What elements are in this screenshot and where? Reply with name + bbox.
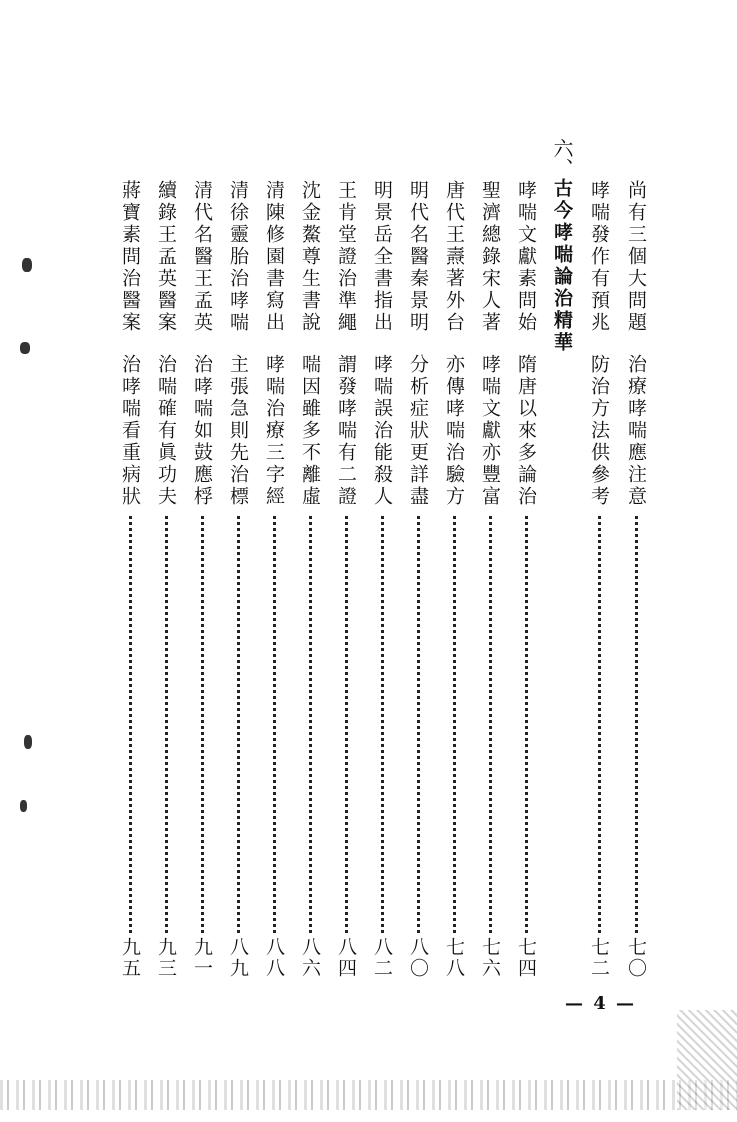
entry-page-number: 七八 <box>443 937 465 979</box>
entry-title-part1: 唐代王燾著外台 <box>443 180 465 334</box>
entry-title-part2: 哮喘文獻亦豐富 <box>479 354 501 508</box>
dot-leader <box>525 516 528 933</box>
entry-page-number: 七四 <box>515 937 537 979</box>
toc-entry <box>587 180 611 985</box>
entry-page-number: 八九 <box>227 937 249 979</box>
entry-title-part2: 哮喘治療三字經 <box>263 354 285 508</box>
entry-title-part2: 隋唐以來多論治 <box>515 354 537 508</box>
entry-title-part2: 治療哮喘應注意 <box>625 354 647 508</box>
dot-leader <box>417 516 420 933</box>
entry-page-number: 八四 <box>335 937 357 979</box>
toc-entry <box>118 180 142 985</box>
section-number: 六、 <box>550 138 574 178</box>
entry-title-part1: 續錄王孟英醫案 <box>155 180 177 334</box>
dot-leader <box>273 516 276 933</box>
entry-title-part1: 蔣寶素問治醫案 <box>119 180 141 334</box>
dot-leader <box>598 516 601 933</box>
entry-page-number: 七〇 <box>625 937 647 979</box>
toc-entry <box>190 180 214 985</box>
toc-entry <box>226 180 250 985</box>
scan-speck <box>20 800 27 812</box>
entry-page-number: 九一 <box>191 937 213 979</box>
entry-title-part2: 防治方法供參考 <box>588 354 610 508</box>
entry-title-part2: 治喘確有眞功夫 <box>155 354 177 508</box>
dot-leader <box>635 516 638 933</box>
entry-title-part2: 治哮喘如鼓應桴 <box>191 354 213 508</box>
dot-leader <box>489 516 492 933</box>
toc-entry <box>406 180 430 985</box>
toc-entry <box>514 180 538 985</box>
entry-page-number: 九三 <box>155 937 177 979</box>
entry-title-part2: 亦傳哮喘治驗方 <box>443 354 465 508</box>
toc-entry <box>262 180 286 985</box>
entry-title-part2: 主張急則先治標 <box>227 354 249 508</box>
entry-title-part2: 分析症狀更詳盡 <box>407 354 429 508</box>
entry-title-part2: 治哮喘看重病狀 <box>119 354 141 508</box>
dot-leader <box>201 516 204 933</box>
entry-page-number: 七六 <box>479 937 501 979</box>
scan-noise-corner <box>677 1010 737 1110</box>
toc-entry <box>334 180 358 985</box>
dot-leader <box>345 516 348 933</box>
entry-title-part2: 喘因雖多不離虛 <box>299 354 321 508</box>
dot-leader <box>453 516 456 933</box>
entry-page-number: 八二 <box>371 937 393 979</box>
toc-entry <box>624 180 648 985</box>
entry-title-part1: 清代名醫王孟英 <box>191 180 213 334</box>
toc-entry <box>154 180 178 985</box>
entry-page-number: 九五 <box>119 937 141 979</box>
entry-title-part2: 謂發哮喘有二證 <box>335 354 357 508</box>
entry-title-part1: 哮喘文獻素問始 <box>515 180 537 334</box>
entry-title-part1: 王肯堂證治準繩 <box>335 180 357 334</box>
page-number: — 4 — <box>565 993 637 1014</box>
entry-page-number: 八〇 <box>407 937 429 979</box>
dot-leader <box>129 516 132 933</box>
entry-page-number: 八六 <box>299 937 321 979</box>
entry-title-part1: 哮喘發作有預兆 <box>588 180 610 334</box>
toc-entry <box>478 180 502 985</box>
toc-entry <box>370 180 394 985</box>
entry-title-part2: 哮喘誤治能殺人 <box>371 354 393 508</box>
dot-leader <box>237 516 240 933</box>
entry-title-part1: 明代名醫秦景明 <box>407 180 429 334</box>
scan-speck <box>20 342 30 354</box>
section-title: 古今哮喘論治精華 <box>551 178 573 354</box>
entry-page-number: 八八 <box>263 937 285 979</box>
toc-entry <box>442 180 466 985</box>
entry-title-part1: 清徐靈胎治哮喘 <box>227 180 249 334</box>
scan-speck <box>22 258 32 272</box>
entry-page-number: 七二 <box>588 937 610 979</box>
entry-title-part1: 沈金鰲尊生書說 <box>299 180 321 334</box>
scan-speck <box>24 735 32 749</box>
dot-leader <box>165 516 168 933</box>
entry-title-part1: 明景岳全書指出 <box>371 180 393 334</box>
dot-leader <box>309 516 312 933</box>
dot-leader <box>381 516 384 933</box>
entry-title-part1: 尚有三個大問題 <box>625 180 647 334</box>
entry-title-part1: 聖濟總錄宋人著 <box>479 180 501 334</box>
scan-noise <box>0 1080 737 1110</box>
section-heading <box>549 138 575 354</box>
toc-entry <box>298 180 322 985</box>
entry-title-part1: 清陳修園書寫出 <box>263 180 285 334</box>
